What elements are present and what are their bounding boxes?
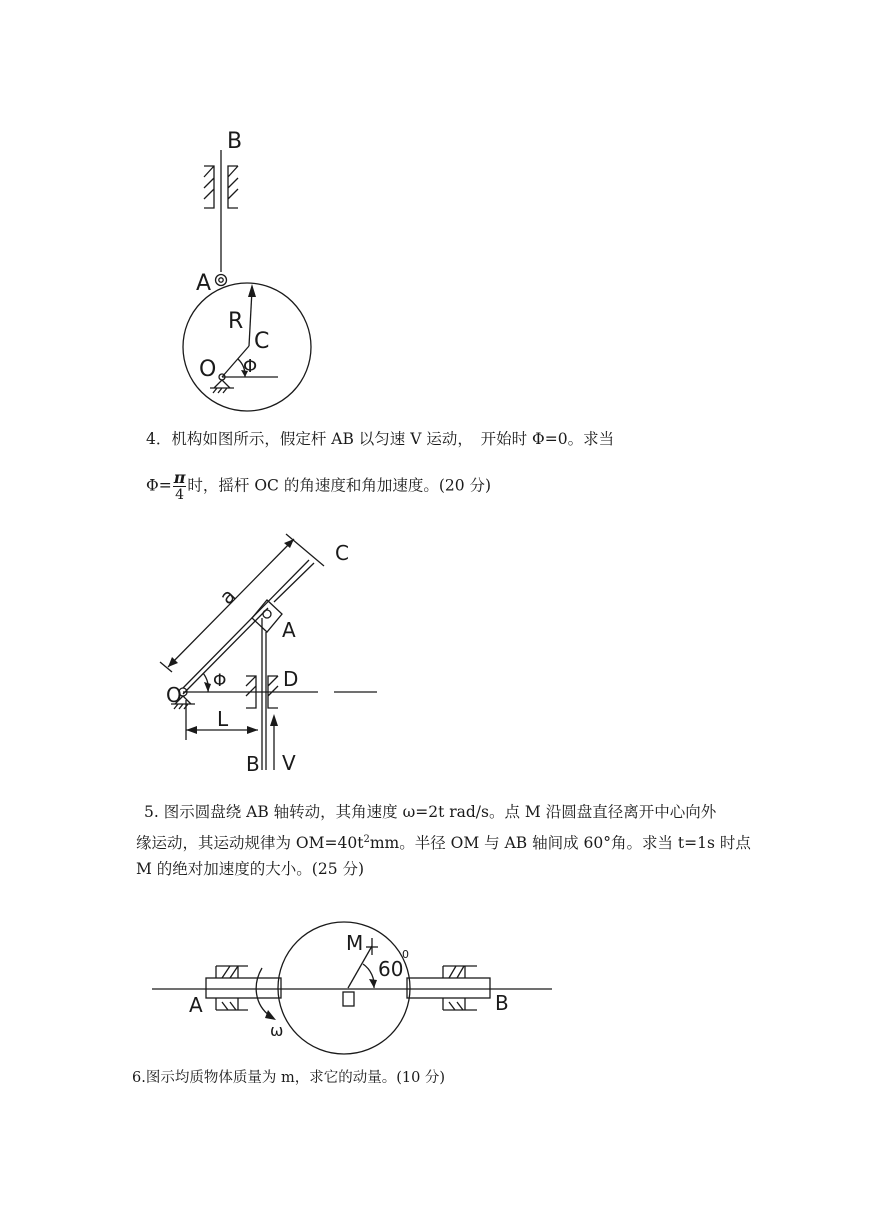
omega-arc [256,968,270,1016]
fig1-label-r: R [228,309,244,334]
slider-block-a [252,600,282,632]
fig2-label-a-dim: a [214,583,241,610]
bearing-right-bottom [443,998,477,1010]
fig2-label-o: O [166,683,182,707]
fig2-label-phi: Φ [213,671,227,691]
velocity-arrowhead [270,714,278,726]
fig2-label-c: C [335,541,349,565]
fig2-label-v: V [282,751,296,775]
fig3-label-60: 60 [378,957,404,981]
fig1-label-c: C [254,329,270,354]
radius-r-line [249,290,252,346]
problem-5-superscript: 2 [363,834,370,845]
fig2-label-l: L [217,707,229,731]
fig3-label-b: B [495,991,509,1015]
shaft-right [407,978,490,998]
problem-4-line-2 [146,470,491,503]
radius-arrowhead [248,284,256,297]
problem-6-text: 6.图示均质物体质量为 m，求它的动量。(10 分) [132,1070,446,1086]
rotating-disk [278,922,410,1054]
fraction-numerator: π [173,468,186,487]
fig3-label-m: M [346,931,364,955]
guide-left [204,166,214,208]
fig1-label-phi: Φ [243,356,258,377]
fig2-label-b: B [246,752,260,776]
fig2-label-a: A [282,618,296,642]
fraction-denominator: 4 [175,487,185,503]
cam-disk [183,283,311,411]
fig1-label-o: O [199,357,217,382]
fig3-label-a: A [189,993,203,1017]
problem-4-line-1: 4．机构如图所示，假定杆 AB 以匀速 V 运动， 开始时 Φ=0。求当 [146,430,615,448]
fig3-label-omega: ω [270,1021,284,1040]
fig2-label-d: D [283,667,299,691]
center-o [343,992,354,1006]
bearing-left-bottom [216,998,248,1010]
fraction-pi-over-4 [173,470,187,503]
fig1-label-b: B [227,129,243,154]
problem-4-phi-prefix: Φ= [146,476,172,495]
problem-5-line-2-b: mm。半径 OM 与 AB 轴间成 60°角。求当 t=1s 时点 [369,834,751,853]
bearing-right-top [443,966,477,978]
roller-a [216,275,227,286]
problem-4-line-2-suffix: 时，摇杆 OC 的角速度和角加速度。(20 分) [187,476,492,495]
problem-5-line-3: M 的绝对加速度的大小。(25 分) [136,860,365,878]
fig3-label-deg: 0 [402,948,409,961]
guide-right [228,166,238,208]
problem-5-line-1: 5. 图示圆盘绕 AB 轴转动，其角速度 ω=2t rad/s。点 M 沿圆盘直径离开中心向外 [144,803,717,821]
figure-2-slider-crank [160,534,377,770]
problem-5-line-2-a: 缘运动，其运动规律为 OM=40t [136,834,364,853]
shaft-left [206,978,281,998]
fig1-label-a: A [196,271,212,296]
bearing-left-top [216,966,248,978]
